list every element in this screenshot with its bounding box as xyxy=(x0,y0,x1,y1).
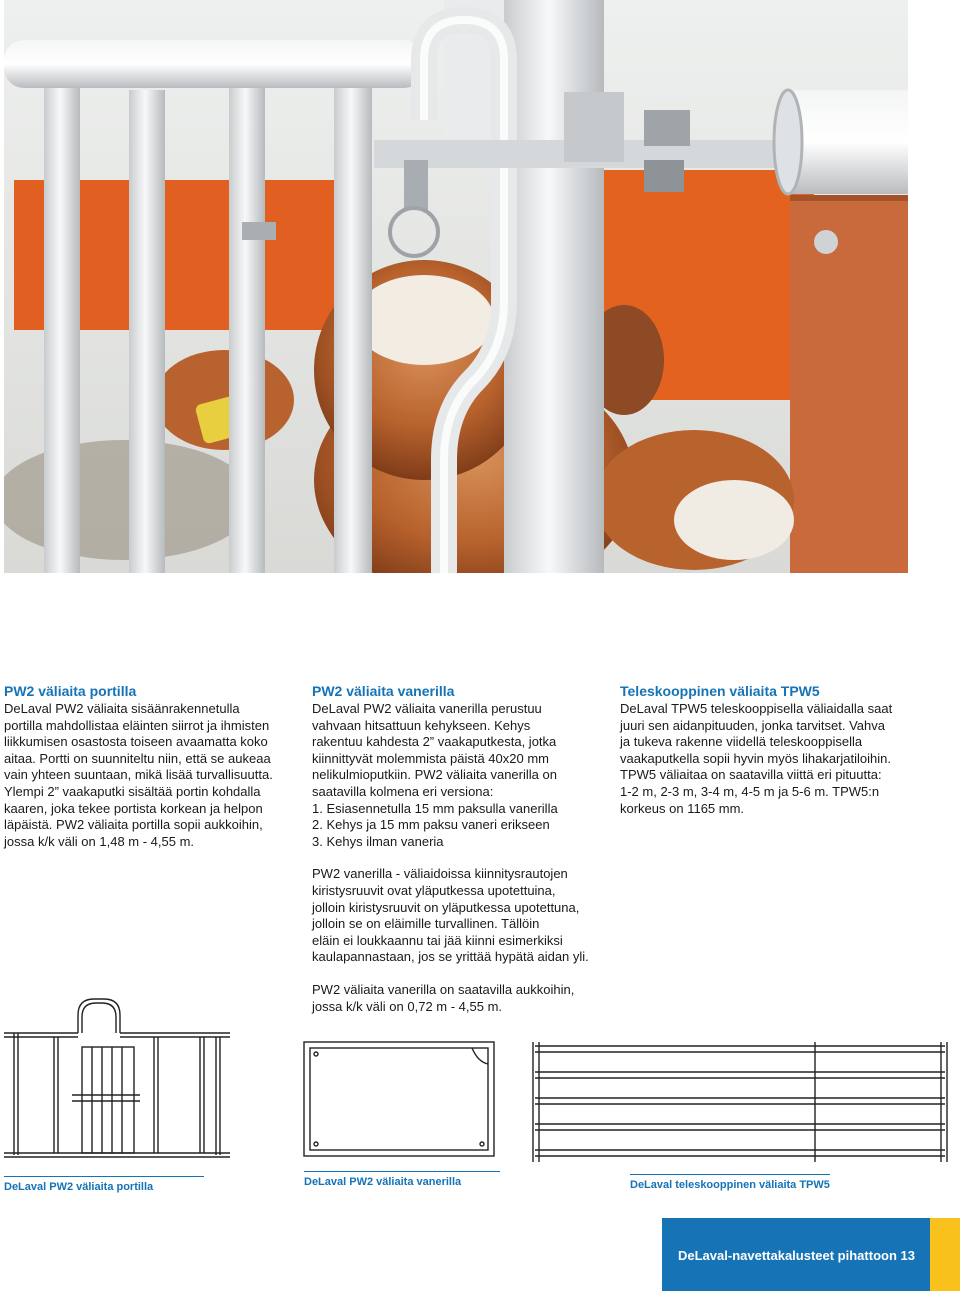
section-gate xyxy=(4,682,294,850)
section-gate-line: läpäistä. PW2 väliaita portilla sopii aukkoihin, xyxy=(4,817,263,833)
section-plywood-line: PW2 väliaita vanerilla on saatavilla aukkoihin, xyxy=(312,981,575,997)
caption-gate: DeLaval PW2 väliaita portilla xyxy=(4,1181,154,1193)
section-telescopic-line: TPW5 väliaitaa on saatavilla viittä eri pituutta: xyxy=(620,767,882,783)
caption-rule xyxy=(4,1176,204,1177)
caption-telescopic: DeLaval teleskooppinen väliaita TPW5 xyxy=(630,1179,830,1191)
section-plywood-title: PW2 väliaita vanerilla xyxy=(312,683,455,699)
section-plywood-line: jolloin se on eläimille turvallinen. Tällöin xyxy=(312,916,540,932)
section-gate-line: DeLaval PW2 väliaita sisäänrakennetulla xyxy=(4,701,240,716)
section-gate-line: kaaren, joka tekee portista korkean ja helpon xyxy=(4,800,263,816)
calf-gate-photo xyxy=(4,0,908,573)
section-plywood-line: rakentuu kahdesta 2” vaakaputkesta, jotka xyxy=(312,734,557,750)
section-gate-line: vain yhteen suuntaan, mikä lisää turvallisuutta. xyxy=(4,767,273,783)
section-gate-line: Ylempi 2” vaakaputki sisältää portin kohdalla xyxy=(4,783,261,799)
footer-accent xyxy=(930,1218,960,1291)
section-plywood-line: saatavilla kolmena eri versiona: xyxy=(312,783,494,799)
caption-rule xyxy=(630,1174,830,1175)
section-plywood-line: PW2 vanerilla - väliaidoissa kiinnitysrautojen xyxy=(312,866,568,882)
section-gate-line: liikkumisen osastosta toiseen avaamatta koko xyxy=(4,734,268,750)
section-plywood-line: 3. Kehys ilman vaneria xyxy=(312,833,444,849)
section-plywood-line: 2. Kehys ja 15 mm paksu vaneri erikseen xyxy=(312,817,550,833)
section-telescopic-title: Teleskooppinen väliaita TPW5 xyxy=(620,683,820,699)
section-telescopic xyxy=(620,682,920,817)
footer-page-label: DeLaval-navettakalusteet pihattoon 13 xyxy=(678,1248,915,1263)
plywood-diagram xyxy=(302,1040,498,1160)
section-telescopic-line: 1-2 m, 2-3 m, 3-4 m, 4-5 m ja 5-6 m. TPW5:n xyxy=(620,783,880,799)
section-plywood-line: eläin ei loukkaannu tai jää kiinni esimerkiksi xyxy=(312,932,563,948)
section-plywood-line: jolloin kiristysruuvit on yläputkessa upotettuna, xyxy=(312,899,580,915)
gate-diagram xyxy=(4,995,230,1165)
section-plywood-line: nelikulmioputkiin. PW2 väliaita vanerilla on xyxy=(312,767,557,783)
section-telescopic-line: korkeus on 1165 mm. xyxy=(620,800,745,816)
section-telescopic-line: vaakaputkella sopii hyvin myös lihakarjatiloihin. xyxy=(620,750,891,766)
section-plywood-line: 1. Esiasennetulla 15 mm paksulla vanerilla xyxy=(312,800,558,816)
caption-rule xyxy=(304,1171,500,1172)
section-telescopic-line: ja tukeva rakenne viidellä teleskooppisella xyxy=(620,734,863,750)
section-gate-line: aitaa. Portti on suunniteltu niin, että se aukeaa xyxy=(4,750,271,766)
caption-plywood: DeLaval PW2 väliaita vanerilla xyxy=(304,1176,462,1188)
section-plywood-line: DeLaval PW2 väliaita vanerilla perustuu xyxy=(312,701,542,716)
section-telescopic-line: juuri sen aidanpituuden, jonka tarvitset. Vahva xyxy=(620,717,885,733)
telescopic-diagram xyxy=(525,1040,955,1166)
section-plywood xyxy=(312,682,612,1015)
section-plywood-line: kiinnittyvät molemmista päistä 40x20 mm xyxy=(312,750,549,766)
section-gate-line: jossa k/k väli on 1,48 m - 4,55 m. xyxy=(4,833,195,849)
section-plywood-line: vahvaan hitsattuun kehykseen. Kehys xyxy=(312,717,531,733)
section-gate-title: PW2 väliaita portilla xyxy=(4,683,137,699)
section-plywood-line: jossa k/k väli on 0,72 m - 4,55 m. xyxy=(312,998,503,1014)
section-plywood-line: kiristysruuvit ovat yläputkessa upotettuina, xyxy=(312,882,556,898)
section-plywood-line: kaulapannastaan, jos se yrittää hypätä aidan yli. xyxy=(312,949,589,965)
section-gate-line: portilla mahdollistaa eläinten siirrot ja ihmisten xyxy=(4,717,270,733)
section-telescopic-line: DeLaval TPW5 teleskooppisella väliaidalla saat xyxy=(620,701,893,716)
